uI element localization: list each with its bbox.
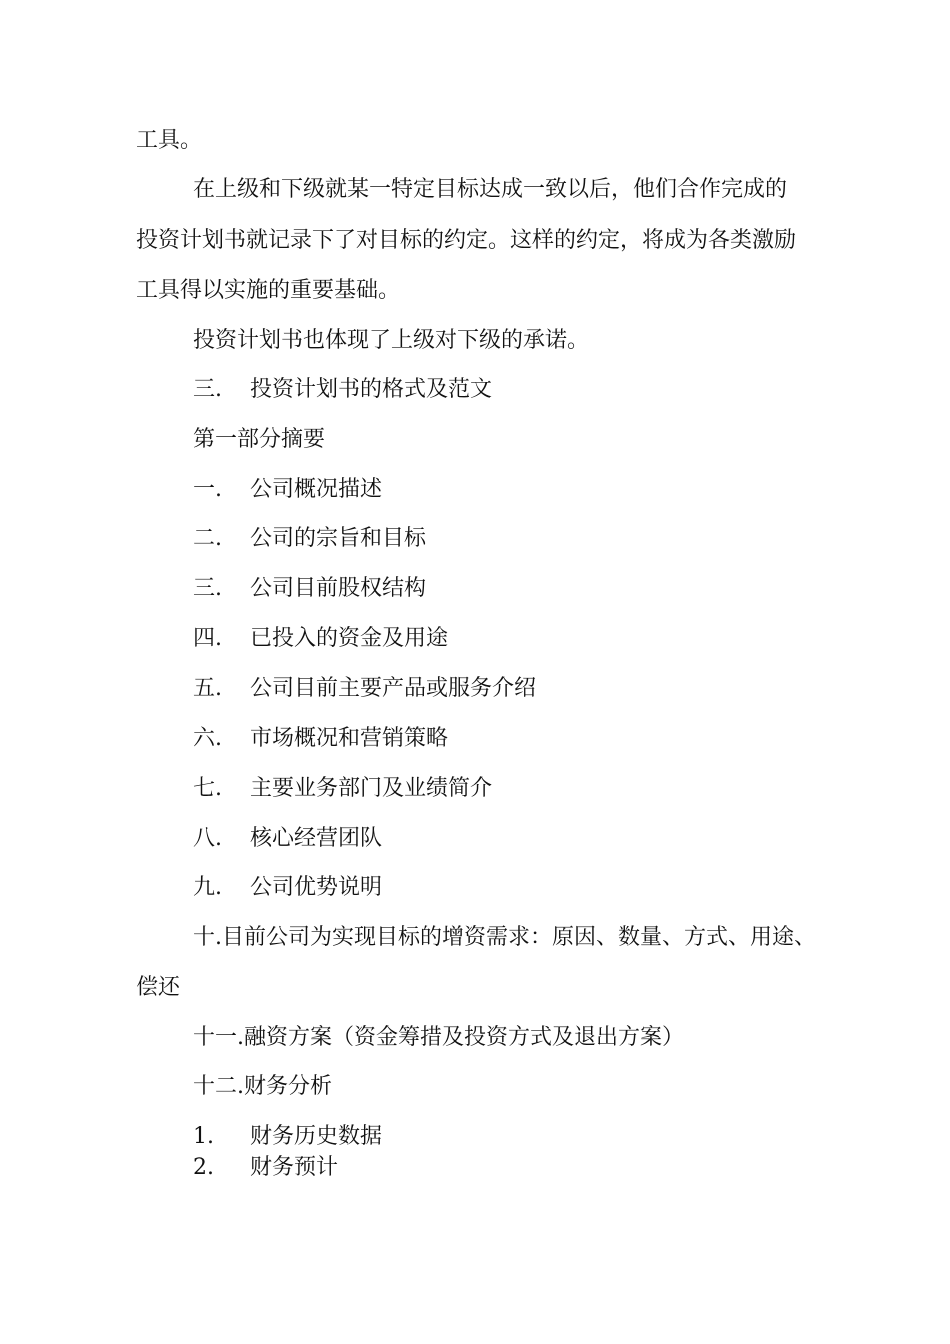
list-item-10-line1: 十.目前公司为实现目标的增资需求：原因、数量、方式、用途、: [193, 925, 816, 950]
paragraph-line: 投资计划书也体现了上级对下级的承诺。: [193, 328, 590, 353]
list-item-text: 核心经营团队: [250, 826, 383, 851]
list-item-text: 市场概况和营销策略: [250, 726, 449, 751]
list-item-11: 十一.融资方案（资金筹措及投资方式及退出方案）: [193, 1025, 684, 1050]
sub-list-item-number: 1.: [193, 1124, 214, 1149]
part-title: 第一部分摘要: [193, 427, 326, 452]
list-item-text: 主要业务部门及业绩简介: [250, 776, 493, 801]
list-item-text: 公司目前主要产品或服务介绍: [250, 676, 537, 701]
list-item-number: 五.: [193, 676, 222, 701]
list-item-number: 七.: [193, 776, 222, 801]
sub-list-item-text: 财务预计: [250, 1155, 339, 1180]
list-item-text: 公司的宗旨和目标: [250, 526, 427, 551]
list-item-number: 三.: [193, 576, 222, 601]
list-item-12: 十二.财务分析: [193, 1074, 332, 1099]
list-item-number: 二.: [193, 526, 222, 551]
list-item-number: 八.: [193, 826, 222, 851]
sub-list-item-text: 财务历史数据: [250, 1124, 383, 1149]
sub-list-item-number: 2.: [193, 1155, 214, 1180]
list-item-10-line2: 偿还: [136, 975, 181, 1000]
list-item-text: 公司目前股权结构: [250, 576, 427, 601]
list-item-number: 六.: [193, 726, 222, 751]
section-number: 三.: [193, 377, 222, 402]
paragraph-line: 在上级和下级就某一特定目标达成一致以后，他们合作完成的: [193, 177, 788, 202]
paragraph-line: 工具得以实施的重要基础。: [136, 278, 401, 303]
list-item-number: 九.: [193, 875, 222, 900]
list-item-text: 已投入的资金及用途: [250, 626, 449, 651]
list-item-text: 公司概况描述: [250, 477, 383, 502]
list-item-number: 一.: [193, 477, 222, 502]
list-item-text: 公司优势说明: [250, 875, 383, 900]
list-item-number: 四.: [193, 626, 222, 651]
paragraph-fragment: 工具。: [136, 128, 203, 153]
paragraph-line: 投资计划书就记录下了对目标的约定。这样的约定，将成为各类激励: [136, 228, 797, 253]
section-title: 投资计划书的格式及范文: [250, 377, 493, 402]
